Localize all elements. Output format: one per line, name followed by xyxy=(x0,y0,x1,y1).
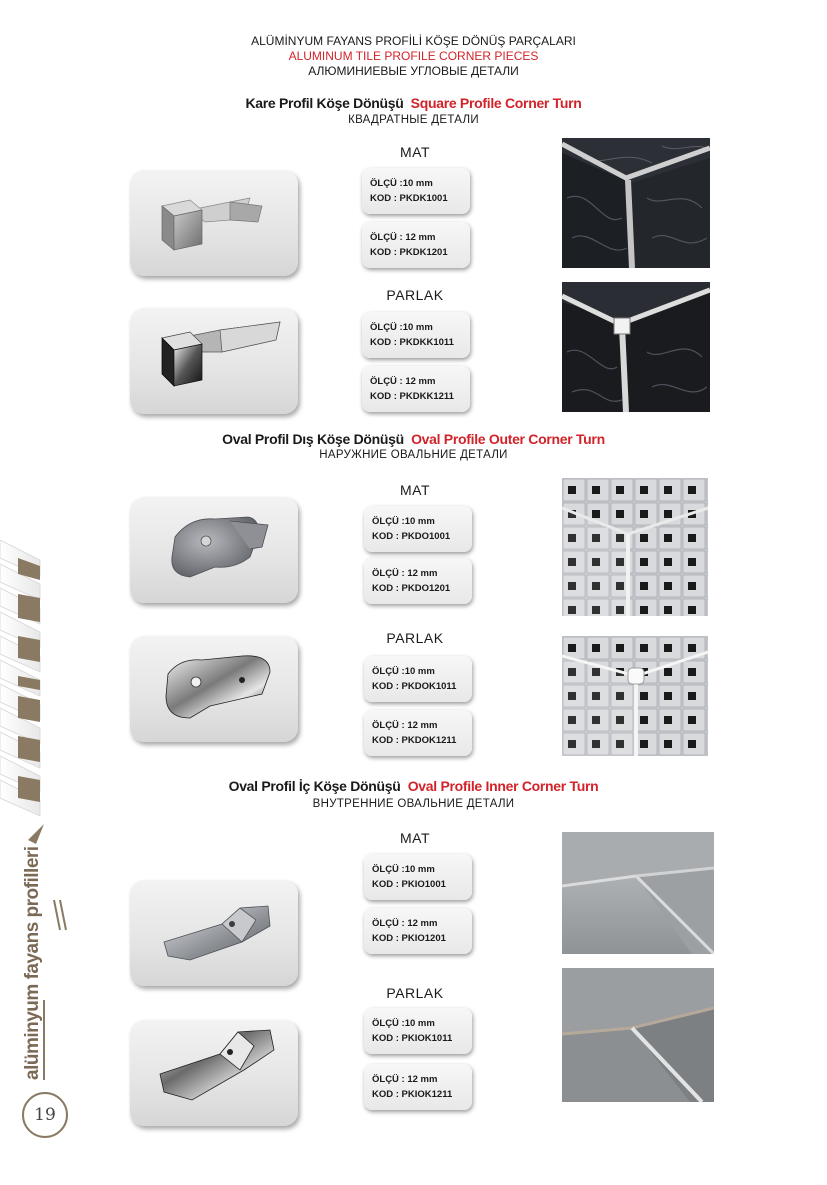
product-image-oval-outer-mat xyxy=(130,497,298,603)
product-image-square-parlak xyxy=(130,308,298,414)
size-label: ÖLÇÜ :10 mm xyxy=(370,322,433,333)
application-photo-oval-inner-mat xyxy=(562,832,714,954)
code-label: KOD : PKDKK1011 xyxy=(370,337,454,348)
application-photo-oval-outer-parlak xyxy=(562,636,708,756)
code-label: KOD : PKDOK1011 xyxy=(372,681,457,692)
size-label: ÖLÇÜ :10 mm xyxy=(372,1018,435,1029)
code-box xyxy=(364,1064,472,1110)
code-label: KOD : PKIO1001 xyxy=(372,879,446,890)
header-title-ru: АЛЮМИНИЕВЫЕ УГЛОВЫЕ ДЕТАЛИ xyxy=(308,64,519,78)
size-label: ÖLÇÜ :10 mm xyxy=(372,666,435,677)
code-label: KOD : PKIO1201 xyxy=(372,933,446,944)
section-title-tr: Kare Profil Köşe Dönüşü xyxy=(245,95,404,111)
section-title-en: Oval Profile Inner Corner Turn xyxy=(407,778,599,794)
code-label: KOD : PKIOK1211 xyxy=(372,1089,453,1100)
page-number: 19 xyxy=(22,1092,68,1138)
finish-label: PARLAK xyxy=(386,985,444,1001)
section-title-oval-outer xyxy=(0,431,827,447)
application-photo-oval-inner-parlak xyxy=(562,968,714,1102)
application-photo-oval-outer-mat xyxy=(562,478,708,616)
code-label: KOD : PKDO1201 xyxy=(372,583,451,594)
size-label: ÖLÇÜ :10 mm xyxy=(370,178,433,189)
size-label: ÖLÇÜ :10 mm xyxy=(372,516,435,527)
header-title-tr: ALÜMİNYUM FAYANS PROFİLİ KÖŞE DÖNÜŞ PARÇALARI xyxy=(251,34,576,48)
code-box xyxy=(364,656,472,702)
code-label: KOD : PKDKK1211 xyxy=(370,391,454,402)
code-box xyxy=(362,222,470,268)
section-title-oval-inner xyxy=(0,778,827,794)
code-label: KOD : PKIOK1011 xyxy=(372,1033,453,1044)
section-subtitle-ru: НАРУЖНИЕ ОВАЛЬНИЕ ДЕТАЛИ xyxy=(319,449,508,461)
code-box xyxy=(364,506,472,552)
product-image-oval-inner-mat xyxy=(130,880,298,986)
code-box xyxy=(362,366,470,412)
code-box xyxy=(364,1008,472,1054)
product-image-square-mat xyxy=(130,170,298,276)
section-subtitle-ru: ВНУТРЕННИЕ ОВАЛЬНИЕ ДЕТАЛИ xyxy=(312,798,515,810)
code-box xyxy=(362,312,470,358)
section-title-square xyxy=(0,95,827,111)
code-label: KOD : PKDOK1211 xyxy=(372,735,457,746)
size-label: ÖLÇÜ : 12 mm xyxy=(370,376,436,387)
application-photo-square-parlak xyxy=(562,282,710,412)
code-box xyxy=(362,168,470,214)
code-label: KOD : PKDK1001 xyxy=(370,193,448,204)
header-title-en: ALUMINUM TILE PROFILE CORNER PIECES xyxy=(288,49,539,63)
section-title-en: Square Profile Corner Turn xyxy=(410,95,582,111)
code-box xyxy=(364,710,472,756)
size-label: ÖLÇÜ : 12 mm xyxy=(370,232,436,243)
section-subtitle-ru: КВАДРАТНЫЕ ДЕТАЛИ xyxy=(348,114,479,126)
finish-label: PARLAK xyxy=(386,630,444,646)
finish-label: MAT xyxy=(399,482,430,498)
page-header xyxy=(0,34,827,79)
finish-label: MAT xyxy=(399,144,430,160)
code-box xyxy=(364,558,472,604)
size-label: ÖLÇÜ : 12 mm xyxy=(372,918,438,929)
section-title-tr: Oval Profil Dış Köşe Dönüşü xyxy=(222,431,404,447)
code-box xyxy=(364,854,472,900)
product-image-oval-inner-parlak xyxy=(130,1020,298,1126)
product-image-oval-outer-parlak xyxy=(130,636,298,742)
section-title-tr: Oval Profil İç Köşe Dönüşü xyxy=(228,778,401,794)
size-label: ÖLÇÜ : 12 mm xyxy=(372,568,438,579)
code-box xyxy=(364,908,472,954)
size-label: ÖLÇÜ : 12 mm xyxy=(372,1074,438,1085)
finish-label: MAT xyxy=(399,830,430,846)
section-title-en: Oval Profile Outer Corner Turn xyxy=(411,431,605,447)
code-label: KOD : PKDO1001 xyxy=(372,531,451,542)
sidebar-vertical-text: alüminyum fayans profilleri xyxy=(22,846,43,1080)
application-photo-square-mat xyxy=(562,138,710,268)
finish-label: PARLAK xyxy=(386,287,444,303)
code-label: KOD : PKDK1201 xyxy=(370,247,448,258)
size-label: ÖLÇÜ :10 mm xyxy=(372,864,435,875)
size-label: ÖLÇÜ : 12 mm xyxy=(372,720,438,731)
